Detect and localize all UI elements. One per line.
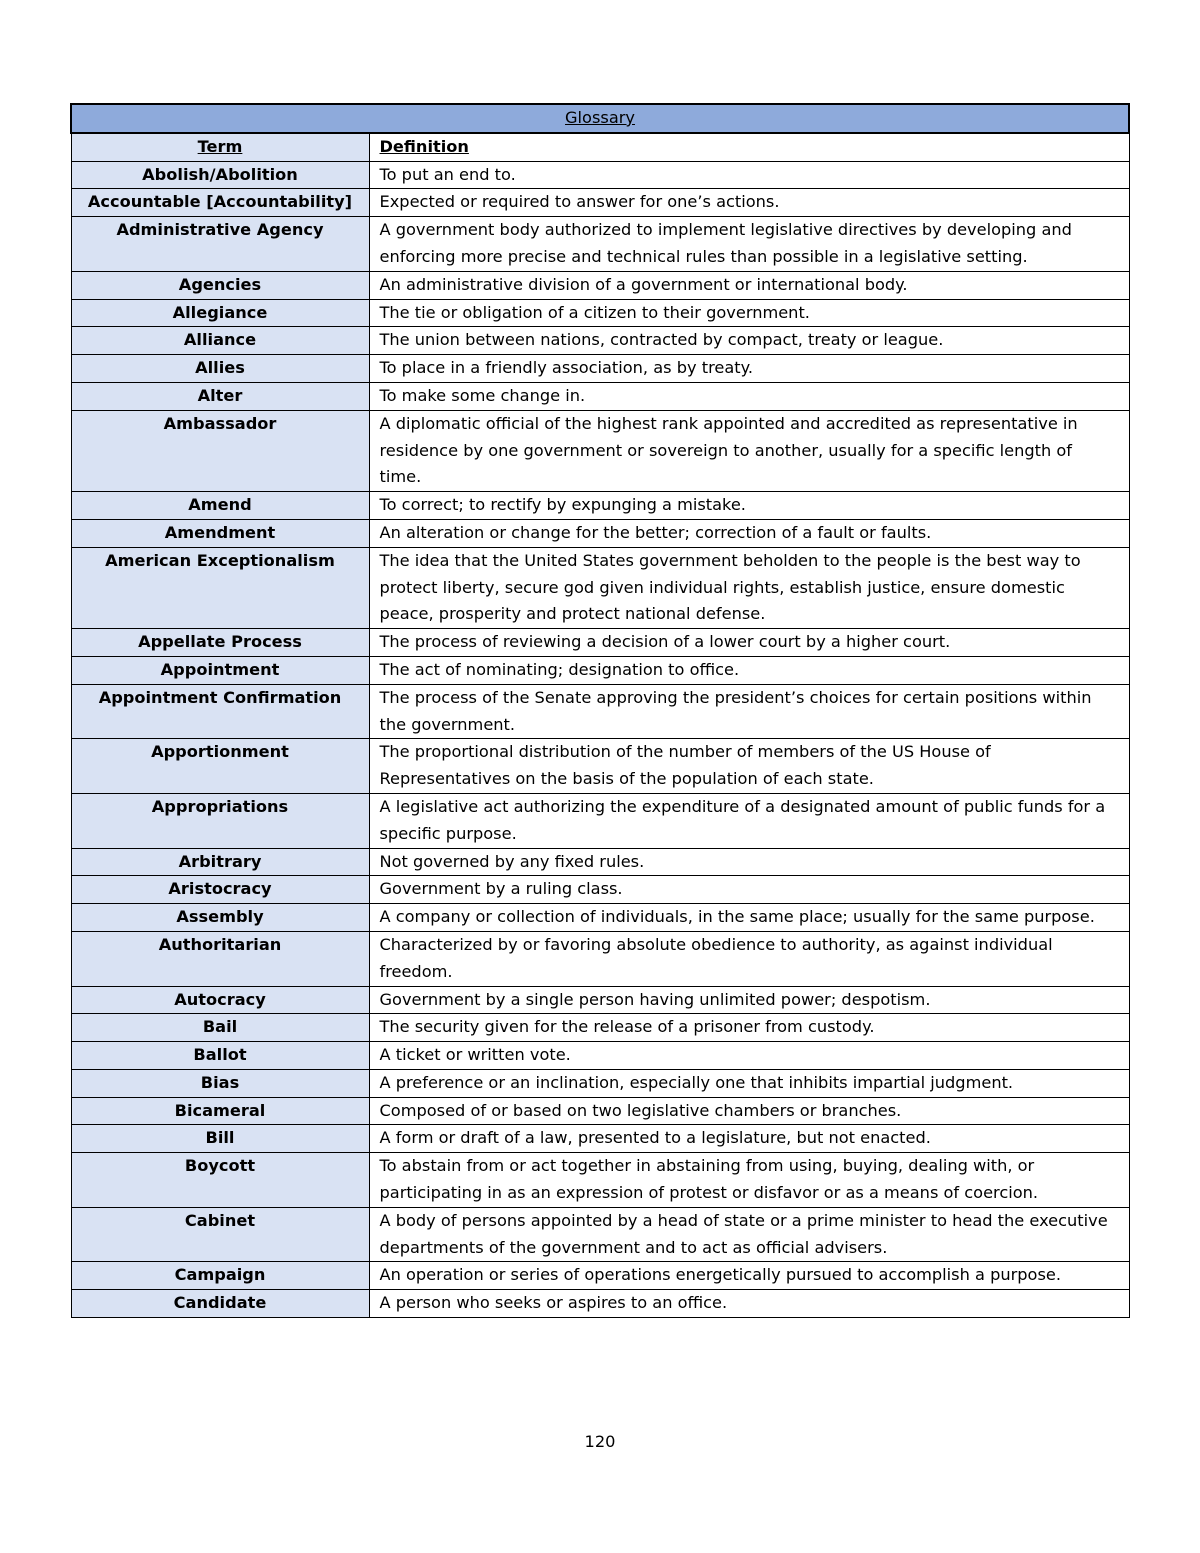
term-column-header: Term [71, 133, 369, 161]
glossary-term: Authoritarian [71, 931, 369, 986]
glossary-term: Appellate Process [71, 629, 369, 657]
glossary-definition: Government by a ruling class. [369, 876, 1129, 904]
glossary-term: Appropriations [71, 793, 369, 848]
table-row [71, 986, 1129, 1014]
glossary-term: Accountable [Accountability] [71, 189, 369, 217]
glossary-term: Amend [71, 492, 369, 520]
table-row [71, 189, 1129, 217]
glossary-definition: A form or draft of a law, presented to a legislature, but not enacted. [369, 1125, 1129, 1153]
glossary-definition: A legislative act authorizing the expenditure of a designated amount of public funds for a specific purpose. [369, 793, 1129, 848]
table-row [71, 848, 1129, 876]
glossary-definition: To make some change in. [369, 382, 1129, 410]
glossary-term: Bill [71, 1125, 369, 1153]
glossary-term: Allegiance [71, 299, 369, 327]
glossary-term: Bicameral [71, 1097, 369, 1125]
table-row [71, 1097, 1129, 1125]
glossary-definition: The process of reviewing a decision of a lower court by a higher court. [369, 629, 1129, 657]
glossary-term: Bias [71, 1069, 369, 1097]
table-row [71, 1153, 1129, 1208]
glossary-term: Amendment [71, 519, 369, 547]
glossary-definition: Government by a single person having unlimited power; despotism. [369, 986, 1129, 1014]
glossary-definition: An alteration or change for the better; correction of a fault or faults. [369, 519, 1129, 547]
table-row [71, 739, 1129, 794]
glossary-term: Bail [71, 1014, 369, 1042]
glossary-definition: The process of the Senate approving the president’s choices for certain positions within the government. [369, 684, 1129, 739]
table-row [71, 327, 1129, 355]
glossary-definition: A diplomatic official of the highest rank appointed and accredited as representative in residence by one government or sovereign to another, usually for a specific length of time. [369, 410, 1129, 491]
table-row [71, 876, 1129, 904]
table-row [71, 1262, 1129, 1290]
table-row [71, 299, 1129, 327]
glossary-term: Autocracy [71, 986, 369, 1014]
glossary-term: Alter [71, 382, 369, 410]
glossary-rows [71, 161, 1129, 1317]
table-header-row [71, 133, 1129, 161]
glossary-term: Allies [71, 355, 369, 383]
table-row [71, 1069, 1129, 1097]
table-row [71, 684, 1129, 739]
table-title-row [71, 104, 1129, 133]
table-row [71, 519, 1129, 547]
glossary-definition: A preference or an inclination, especially one that inhibits impartial judgment. [369, 1069, 1129, 1097]
table-row [71, 656, 1129, 684]
glossary-definition: A government body authorized to implement legislative directives by developing and enforcing more precise and technical rules than possible in a legislative setting. [369, 217, 1129, 272]
glossary-definition: Characterized by or favoring absolute obedience to authority, as against individual freedom. [369, 931, 1129, 986]
glossary-definition: A ticket or written vote. [369, 1042, 1129, 1070]
glossary-definition: An administrative division of a government or international body. [369, 271, 1129, 299]
table-row [71, 793, 1129, 848]
table-row [71, 1014, 1129, 1042]
table-row [71, 629, 1129, 657]
glossary-definition: To put an end to. [369, 161, 1129, 189]
glossary-definition: Expected or required to answer for one’s actions. [369, 189, 1129, 217]
glossary-definition: To place in a friendly association, as by treaty. [369, 355, 1129, 383]
glossary-definition: Not governed by any fixed rules. [369, 848, 1129, 876]
glossary-definition: The union between nations, contracted by compact, treaty or league. [369, 327, 1129, 355]
glossary-term: Arbitrary [71, 848, 369, 876]
table-row [71, 217, 1129, 272]
table-row [71, 355, 1129, 383]
glossary-term: Aristocracy [71, 876, 369, 904]
glossary-table [70, 103, 1130, 1318]
glossary-definition: A company or collection of individuals, in the same place; usually for the same purpose. [369, 904, 1129, 932]
glossary-term: American Exceptionalism [71, 547, 369, 628]
glossary-term: Assembly [71, 904, 369, 932]
glossary-definition: The tie or obligation of a citizen to their government. [369, 299, 1129, 327]
glossary-term: Appointment [71, 656, 369, 684]
table-row [71, 547, 1129, 628]
glossary-term: Campaign [71, 1262, 369, 1290]
definition-column-header: Definition [369, 133, 1129, 161]
table-row [71, 1042, 1129, 1070]
glossary-term: Administrative Agency [71, 217, 369, 272]
table-row [71, 1125, 1129, 1153]
table-row [71, 161, 1129, 189]
glossary-term: Alliance [71, 327, 369, 355]
glossary-definition: A person who seeks or aspires to an office. [369, 1290, 1129, 1318]
glossary-term: Cabinet [71, 1207, 369, 1262]
glossary-definition: The security given for the release of a prisoner from custody. [369, 1014, 1129, 1042]
glossary-term: Candidate [71, 1290, 369, 1318]
glossary-term: Apportionment [71, 739, 369, 794]
table-row [71, 904, 1129, 932]
glossary-definition: The act of nominating; designation to office. [369, 656, 1129, 684]
glossary-term: Appointment Confirmation [71, 684, 369, 739]
glossary-definition: The idea that the United States government beholden to the people is the best way to protect liberty, secure god given individual rights, establish justice, ensure domestic peace, prosperity and protect national defense. [369, 547, 1129, 628]
glossary-term: Ballot [71, 1042, 369, 1070]
glossary-definition: A body of persons appointed by a head of state or a prime minister to head the executive departments of the government and to act as official advisers. [369, 1207, 1129, 1262]
table-row [71, 1207, 1129, 1262]
glossary-definition: An operation or series of operations energetically pursued to accomplish a purpose. [369, 1262, 1129, 1290]
glossary-definition: To correct; to rectify by expunging a mistake. [369, 492, 1129, 520]
table-row [71, 271, 1129, 299]
glossary-definition: Composed of or based on two legislative chambers or branches. [369, 1097, 1129, 1125]
page-number: 120 [584, 1432, 616, 1451]
table-row [71, 382, 1129, 410]
glossary-term: Abolish/Abolition [71, 161, 369, 189]
table-row [71, 410, 1129, 491]
table-title: Glossary [71, 104, 1129, 133]
glossary-term: Boycott [71, 1153, 369, 1208]
table-row [71, 1290, 1129, 1318]
glossary-term: Ambassador [71, 410, 369, 491]
glossary-definition: To abstain from or act together in abstaining from using, buying, dealing with, or participating in as an expression of protest or disfavor or as a means of coercion. [369, 1153, 1129, 1208]
table-row [71, 931, 1129, 986]
glossary-term: Agencies [71, 271, 369, 299]
glossary-definition: The proportional distribution of the number of members of the US House of Representatives on the basis of the population of each state. [369, 739, 1129, 794]
table-row [71, 492, 1129, 520]
